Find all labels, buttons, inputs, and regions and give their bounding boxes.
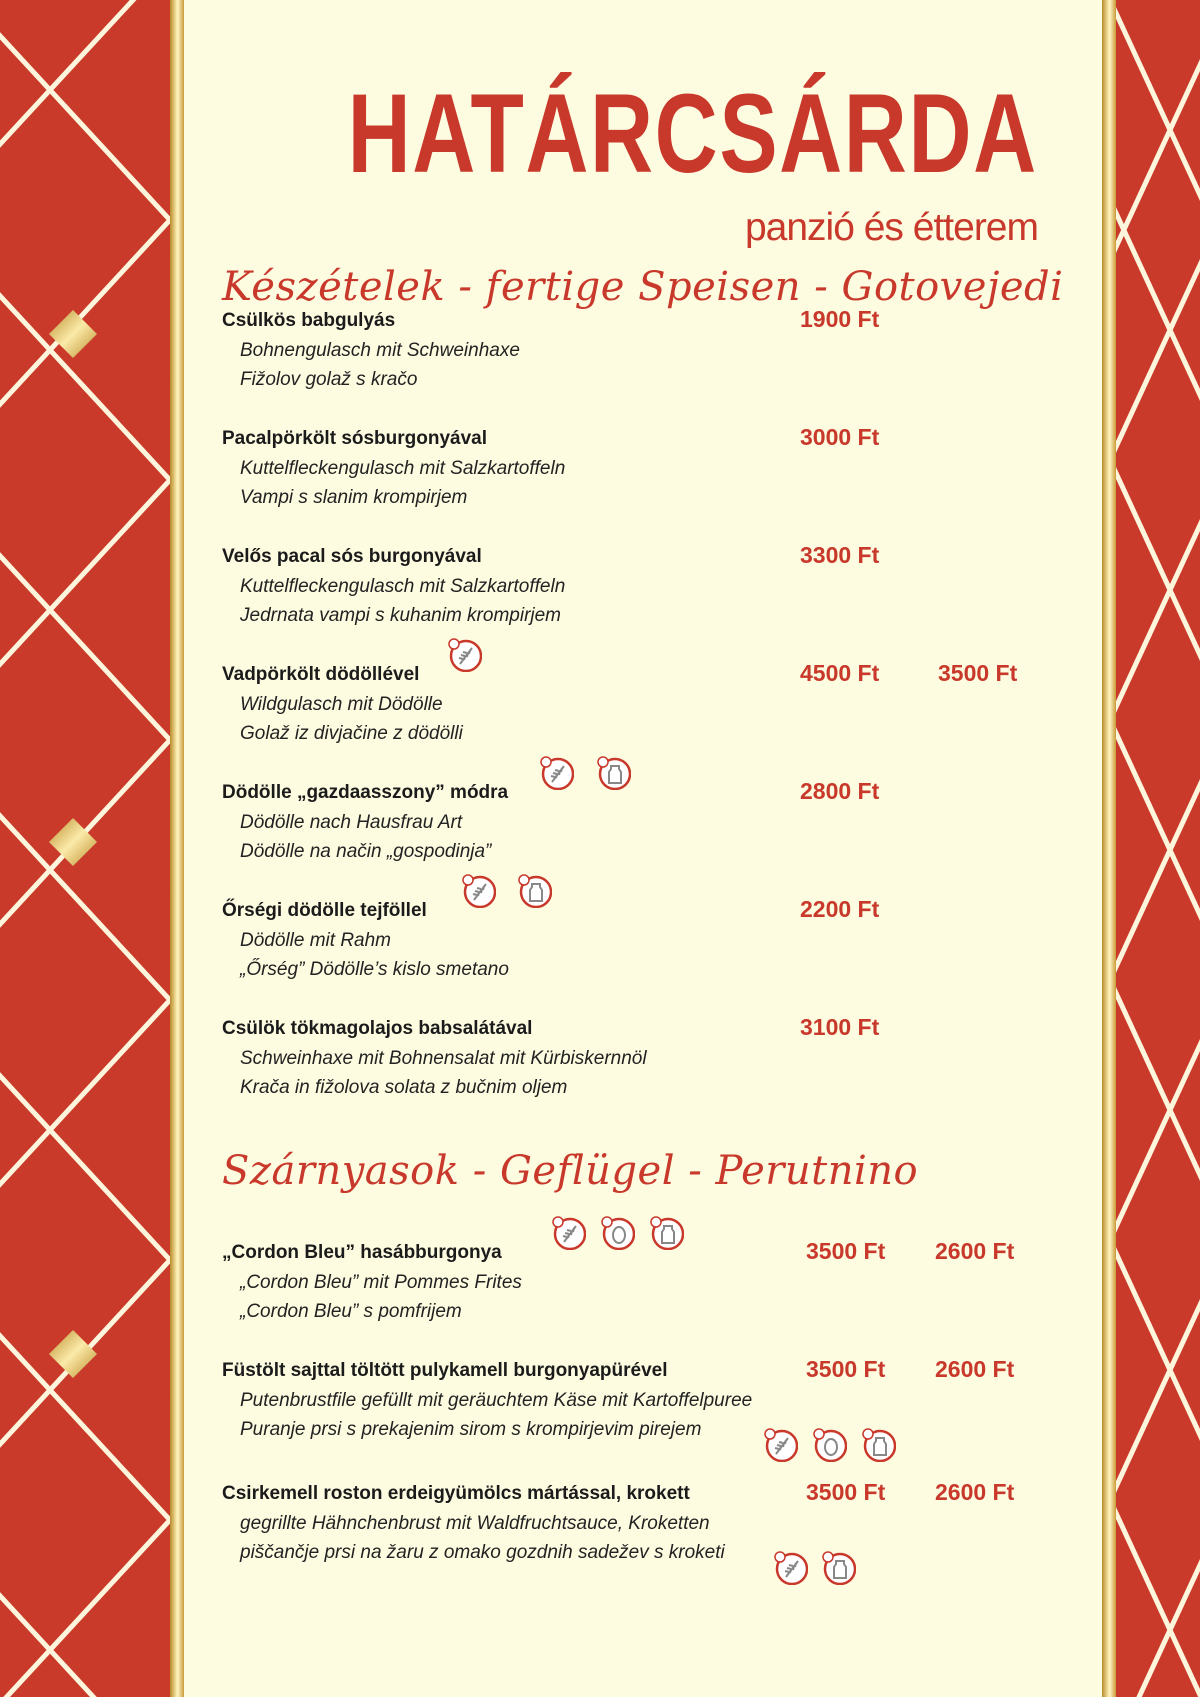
- menu-item-slovenian: Vampi s slanim krompirjem: [240, 487, 468, 508]
- menu-item: [222, 660, 1042, 774]
- gold-diamond-ornament-2: [49, 818, 97, 866]
- menu-item-name: Csülkös babgulyás: [222, 310, 396, 331]
- menu-item-price: 4500 Ft: [800, 660, 880, 686]
- milk-icon: [518, 874, 552, 908]
- gluten-icon: [552, 1216, 586, 1250]
- menu-item-name: Őrségi dödölle tejföllel: [222, 900, 427, 921]
- menu-item-name: Füstölt sajttal töltött pulykamell burgonyapürével: [222, 1360, 668, 1381]
- menu-item-price-half: 2600 Ft: [935, 1356, 1015, 1382]
- menu-item-german: Wildgulasch mit Dödölle: [240, 694, 443, 715]
- milk-icon: [862, 1428, 896, 1462]
- menu-item-slovenian: Puranje prsi s prekajenim sirom s krompirjevim pirejem: [240, 1419, 702, 1440]
- gluten-icon: [462, 874, 496, 908]
- menu-item: [222, 542, 1042, 656]
- menu-item: [222, 778, 1042, 892]
- gluten-icon: [540, 756, 574, 790]
- menu-item-name: Csülök tökmagolajos babsalátával: [222, 1018, 533, 1039]
- milk-icon: [822, 1551, 856, 1585]
- milk-icon: [597, 756, 631, 790]
- menu-item-price: 3300 Ft: [800, 542, 880, 568]
- menu-item-price: 2800 Ft: [800, 778, 880, 804]
- milk-icon: [650, 1216, 684, 1250]
- menu-item: [222, 1356, 1042, 1470]
- gold-diamond-ornament-1: [49, 310, 97, 358]
- menu-item-slovenian: Krača in fižolova solata z bučnim oljem: [240, 1077, 568, 1098]
- menu-item-name: Vadpörkölt dödöllével: [222, 664, 420, 685]
- menu-item-slovenian: Jedrnata vampi s kuhanim krompirjem: [240, 605, 562, 626]
- menu-item-name: „Cordon Bleu” hasábburgonya: [222, 1242, 502, 1263]
- right-gold-stripe: [1102, 0, 1116, 1697]
- menu-item: [222, 1014, 1042, 1128]
- gluten-icon: [764, 1428, 798, 1462]
- menu-item-german: Kuttelfleckengulasch mit Salzkartoffeln: [240, 576, 566, 597]
- menu-item-name: Velős pacal sós burgonyával: [222, 546, 482, 567]
- menu-item-slovenian: „Őrség” Dödölle’s kislo smetano: [240, 959, 509, 980]
- menu-item-german: „Cordon Bleu” mit Pommes Frites: [240, 1272, 522, 1293]
- gluten-icon: [774, 1551, 808, 1585]
- menu-item-slovenian: Fižolov golaž s kračo: [240, 369, 418, 390]
- menu-item-price: 2200 Ft: [800, 896, 880, 922]
- section-title-poultry: Szárnyasok - Geflügel - Perutnino: [222, 1148, 919, 1194]
- menu-item: [222, 1479, 1042, 1593]
- restaurant-subtitle: panzió és étterem: [744, 206, 1038, 249]
- menu-item-name: Dödölle „gazdaasszony” módra: [222, 782, 509, 803]
- menu-item-price: 1900 Ft: [800, 306, 880, 332]
- menu-item-price: 3100 Ft: [800, 1014, 880, 1040]
- menu-item-german: Schweinhaxe mit Bohnensalat mit Kürbiskernnöl: [240, 1048, 647, 1069]
- menu-item-german: Dödölle nach Hausfrau Art: [240, 812, 463, 833]
- menu-item-name: Csirkemell roston erdeigyümölcs mártással, krokett: [222, 1483, 690, 1504]
- menu-item-price-half: 2600 Ft: [935, 1479, 1015, 1505]
- menu-item-price: 3500 Ft: [806, 1238, 886, 1264]
- menu-item: [222, 424, 1042, 538]
- menu-item-name: Pacalpörkölt sósburgonyával: [222, 428, 488, 449]
- menu-item-german: Putenbrustfile gefüllt mit geräuchtem Käse mit Kartoffelpuree: [240, 1390, 753, 1411]
- menu-item-price: 3000 Ft: [800, 424, 880, 450]
- menu-item: [222, 1238, 1042, 1352]
- menu-item-german: Bohnengulasch mit Schweinhaxe: [240, 340, 520, 361]
- egg-icon: [601, 1216, 635, 1250]
- menu-item-slovenian: Dödölle na način „gospodinja”: [240, 841, 492, 862]
- menu-item-slovenian: „Cordon Bleu” s pomfrijem: [240, 1301, 462, 1322]
- menu-item-price-half: 2600 Ft: [935, 1238, 1015, 1264]
- menu-item: [222, 896, 1042, 1010]
- restaurant-title: HATÁRCSÁRDA: [347, 71, 1038, 196]
- gluten-icon: [448, 638, 482, 672]
- menu-item-german: Dödölle mit Rahm: [240, 930, 391, 951]
- menu-item-slovenian: Golaž iz divjačine z dödölli: [240, 723, 463, 744]
- menu-item-german: gegrillte Hähnchenbrust mit Waldfruchtsauce, Kroketten: [240, 1513, 710, 1534]
- menu-item-price-half: 3500 Ft: [938, 660, 1018, 686]
- menu-item-german: Kuttelfleckengulasch mit Salzkartoffeln: [240, 458, 566, 479]
- egg-icon: [813, 1428, 847, 1462]
- menu-item-price: 3500 Ft: [806, 1356, 886, 1382]
- menu-item: [222, 306, 1042, 420]
- menu-item-slovenian: piščančje prsi na žaru z omako gozdnih sadežev s kroketi: [240, 1542, 725, 1563]
- left-gold-stripe: [170, 0, 184, 1697]
- gold-diamond-ornament-3: [49, 1330, 97, 1378]
- section-title-ready-meals: Készételek - fertige Speisen - Gotovejedi: [222, 264, 1064, 310]
- menu-item-price: 3500 Ft: [806, 1479, 886, 1505]
